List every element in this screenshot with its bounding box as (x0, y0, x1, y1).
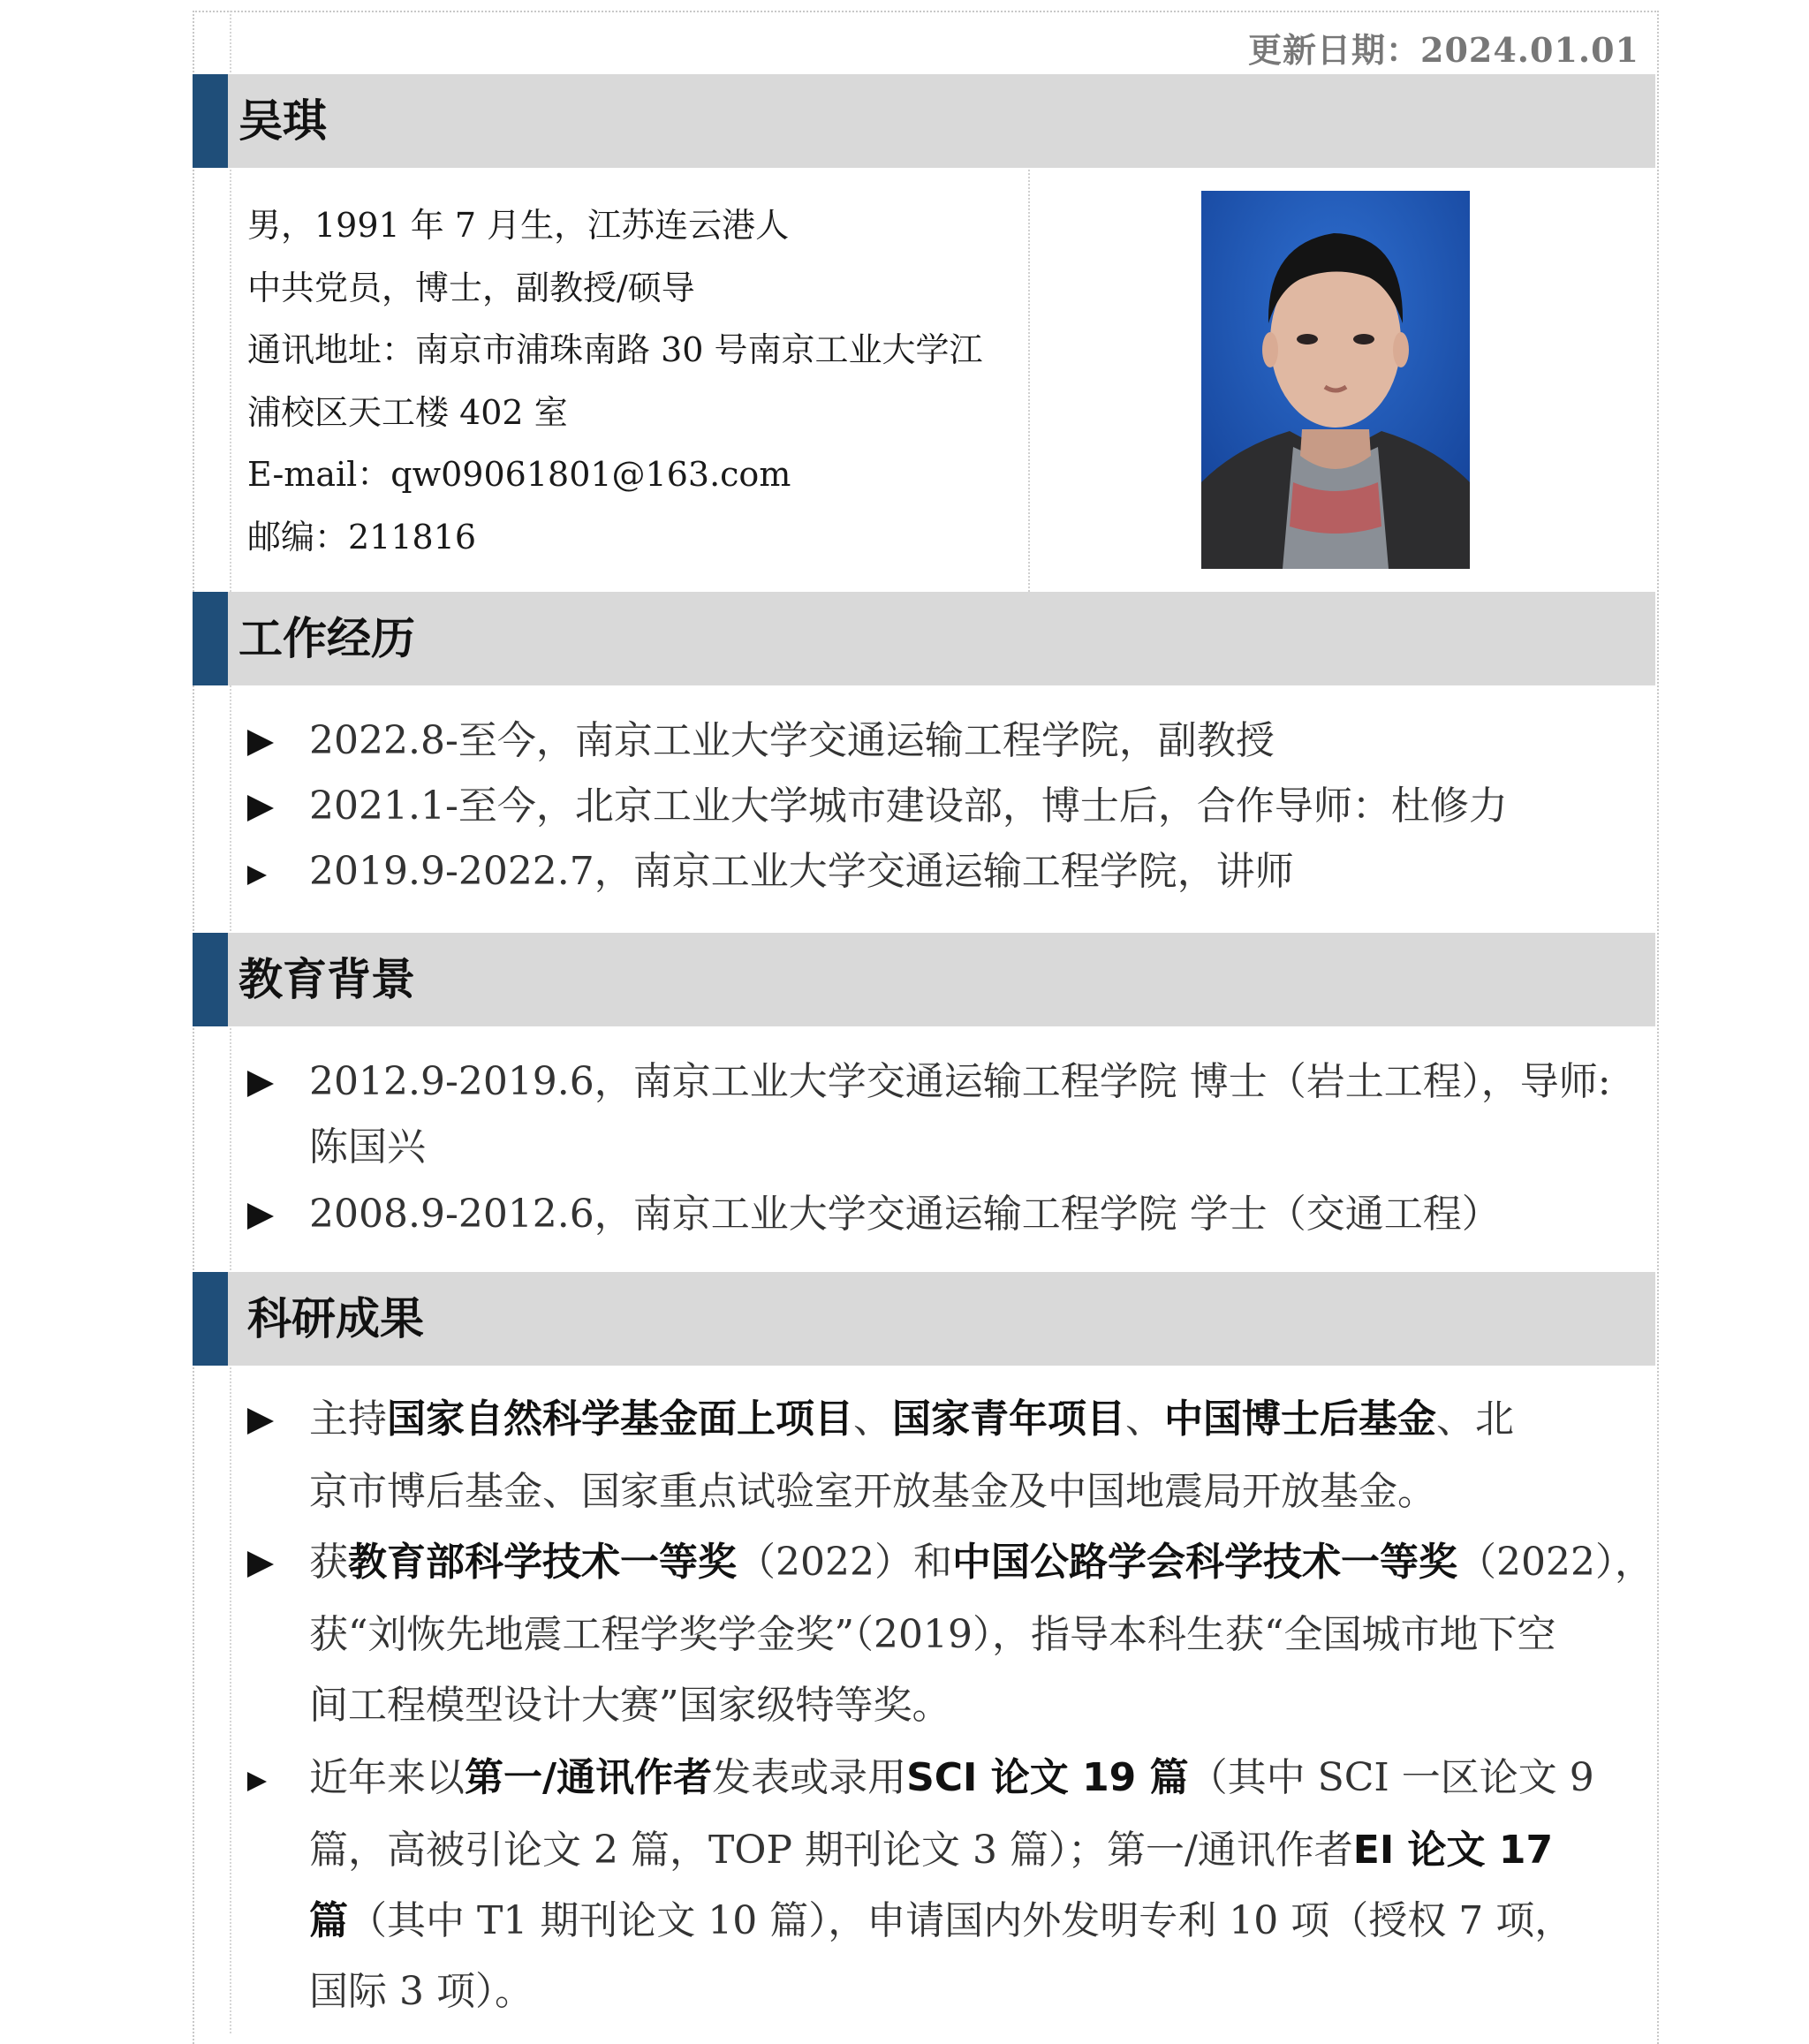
bullet-arrow-icon (247, 1772, 267, 1791)
section-accent-bar (193, 592, 228, 685)
profile-postcode: 邮编：211816 (247, 517, 477, 556)
bullet-arrow-icon (247, 1551, 274, 1578)
info-divider (1028, 170, 1030, 592)
bullet-arrow-icon (247, 1203, 274, 1230)
section-accent-bar (193, 74, 228, 168)
profile-info (247, 194, 983, 568)
name-header (193, 74, 1655, 168)
research-item-papers-cont: 篇（其中 T1 期刊论文 10 篇），申请国内外发明专利 10 项（授权 7 项， (309, 1898, 1574, 1943)
profile-title: 中共党员，博士，副教授/硕导 (247, 268, 695, 307)
education-section-header (193, 933, 1655, 1026)
profile-address: 通讯地址：南京市浦珠南路 30 号南京工业大学江 (247, 330, 983, 369)
profile-photo (1201, 191, 1470, 569)
bullet-arrow-icon (247, 795, 274, 821)
bullet-arrow-icon (247, 1071, 274, 1097)
section-accent-bar (193, 1272, 228, 1366)
profile-gender-birth: 男，1991 年 7 月生，江苏连云港人 (247, 206, 790, 245)
research-item-awards-cont: 获“刘恢先地震工程学奖学金奖”（2019），指导本科生获“全国城市地下空 (309, 1612, 1556, 1657)
profile-email: E-mail：qw09061801@163.com (247, 455, 791, 494)
research-item-funding-cont: 京市博后基金、国家重点试验室开放基金及中国地震局开放基金。 (309, 1469, 1436, 1514)
education-section-title: 教育背景 (238, 954, 415, 1005)
work-section-header (193, 592, 1655, 685)
research-item-papers-cont: 国际 3 项）。 (309, 1969, 534, 2014)
education-item-cont: 陈国兴 (309, 1124, 426, 1170)
person-name: 吴琪 (238, 95, 327, 147)
bullet-arrow-icon (247, 1408, 274, 1435)
research-section-title: 科研成果 (247, 1293, 424, 1344)
profile-address-cont: 浦校区天工楼 402 室 (247, 392, 568, 432)
work-section-title: 工作经历 (238, 613, 415, 664)
research-item-awards-cont: 间工程模型设计大赛”国家级特等奖。 (309, 1683, 951, 1728)
research-item-papers-cont: 篇，高被引论文 2 篇，TOP 期刊论文 3 篇）；第一/通讯作者EI 论文 17 (309, 1828, 1554, 1873)
update-date: 更新日期：2024.01.01 (1248, 30, 1639, 70)
bullet-arrow-icon (247, 730, 274, 756)
section-accent-bar (193, 933, 228, 1026)
research-section-header (193, 1272, 1655, 1366)
bullet-arrow-icon (247, 866, 267, 885)
